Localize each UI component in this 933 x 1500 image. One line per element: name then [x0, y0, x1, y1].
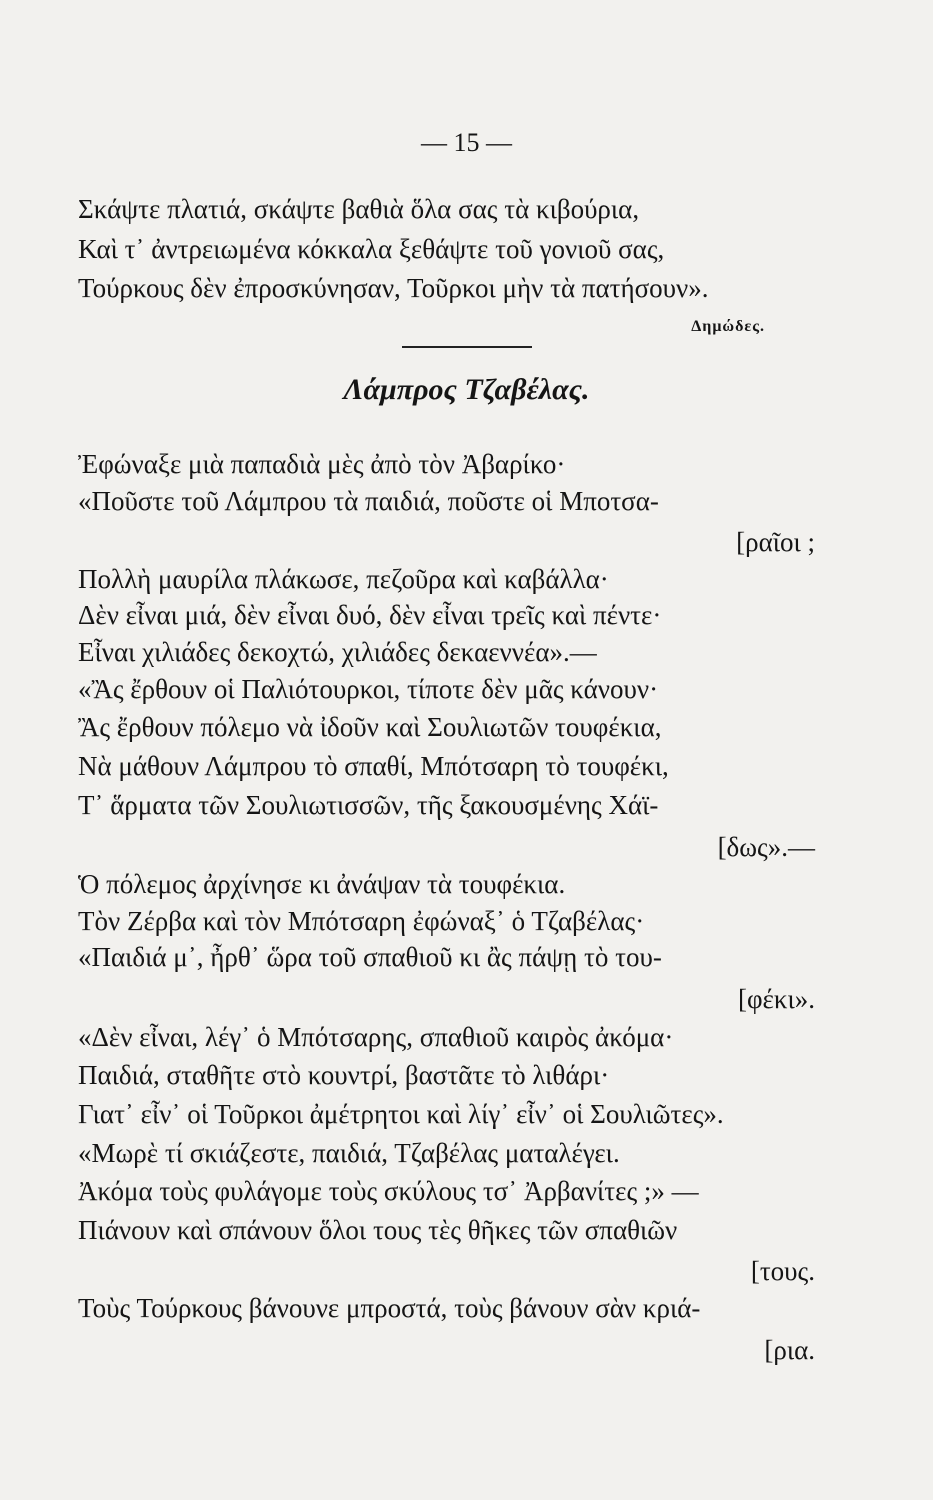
- poem-line: Πιάνουν καὶ σπάνουν ὅλοι τους τὲς θῆκες τῶν σπαθιῶν: [78, 1215, 678, 1245]
- poem-line-continuation: [ρια.: [764, 1335, 815, 1365]
- poem-line: Τοὺς Τούρκους βάνουνε μπροστά, τοὺς βάνουν σὰν κριά-: [78, 1293, 701, 1323]
- poem-line: «Δὲν εἶναι, λέγ᾽ ὁ Μπότσαρης, σπαθιοῦ καιρὸς ἀκόμα·: [78, 1022, 674, 1052]
- poem-line: Παιδιά, σταθῆτε στὸ κουντρί, βαστᾶτε τὸ λιθάρι·: [78, 1060, 610, 1090]
- poem-title: Λάμπρος Τζαβέλας.: [343, 373, 590, 406]
- poem-line: Καὶ τ᾽ ἀντρειωμένα κόκκαλα ξεθάψτε τοῦ γονιοῦ σας,: [78, 234, 665, 264]
- poem-line: «Παιδιά μ᾽, ἦρθ᾽ ὥρα τοῦ σπαθιοῦ κι ἂς πάψῃ τὸ του-: [78, 942, 662, 972]
- poem-line-continuation: [φέκι».: [737, 984, 815, 1014]
- poem-line: Ἂς ἔρθουν πόλεμο νὰ ἰδοῦν καὶ Σουλιωτῶν τουφέκια,: [78, 712, 662, 742]
- poem-line-continuation: [ραῖοι ;: [736, 527, 815, 557]
- poem-line: Γιατ᾽ εἶν᾽ οἱ Τοῦρκοι ἀμέτρητοι καὶ λίγ᾽ εἶν᾽ οἱ Σουλιῶτες».: [78, 1099, 724, 1129]
- poem-line: Τ᾽ ἅρματα τῶν Σουλιωτισσῶν, τῆς ξακουσμένης Χάϊ-: [78, 790, 659, 820]
- poem-line: Πολλὴ μαυρίλα πλάκωσε, πεζοῦρα καὶ καβάλλα·: [78, 564, 609, 594]
- poem-line: Δὲν εἶναι μιά, δὲν εἶναι δυό, δὲν εἶναι τρεῖς καὶ πέντε·: [78, 600, 662, 630]
- poem-line: Ἀκόμα τοὺς φυλάγομε τοὺς σκύλους τσ᾽ Ἀρβανίτες ;» —: [78, 1176, 699, 1206]
- section-divider: [402, 346, 532, 348]
- poem-line: «Ποῦστε τοῦ Λάμπρου τὰ παιδιά, ποῦστε οἱ Μποτσα-: [78, 486, 659, 516]
- page-number: — 15 —: [421, 128, 512, 157]
- poem-line: Τὸν Ζέρβα καὶ τὸν Μπότσαρη ἐφώναξ᾽ ὁ Τζαβέλας·: [78, 906, 645, 936]
- poem-line: Ἐφώναξε μιὰ παπαδιὰ μὲς ἀπὸ τὸν Ἀβαρίκο·: [78, 449, 566, 479]
- poem-line: Σκάψτε πλατιά, σκάψτε βαθιὰ ὅλα σας τὰ κιβούρια,: [78, 194, 640, 224]
- poem-line: Ὁ πόλεμος ἀρχίνησε κι ἀνάψαν τὰ τουφέκια.: [78, 869, 566, 899]
- poem-line: Εἶναι χιλιάδες δεκοχτώ, χιλιάδες δεκαεννέα».—: [78, 637, 597, 667]
- poem-line-continuation: [τους.: [750, 1256, 815, 1286]
- poem-line: «Μωρὲ τί σκιάζεστε, παιδιά, Τζαβέλας ματαλέγει.: [78, 1138, 620, 1168]
- poem-line: Νὰ μάθουν Λάμπρου τὸ σπαθί, Μπότσαρη τὸ τουφέκι,: [78, 751, 669, 781]
- poem-source: Δημώδες.: [691, 318, 765, 335]
- poem-line: «Ἂς ἔρθουν οἱ Παλιότουρκοι, τίποτε δὲν μᾶς κάνουν·: [78, 674, 659, 704]
- poem-line: Τούρκους δὲν ἐπροσκύνησαν, Τοῦρκοι μὴν τὰ πατήσουν».: [78, 273, 709, 303]
- poem-line-continuation: [δως».—: [717, 832, 815, 862]
